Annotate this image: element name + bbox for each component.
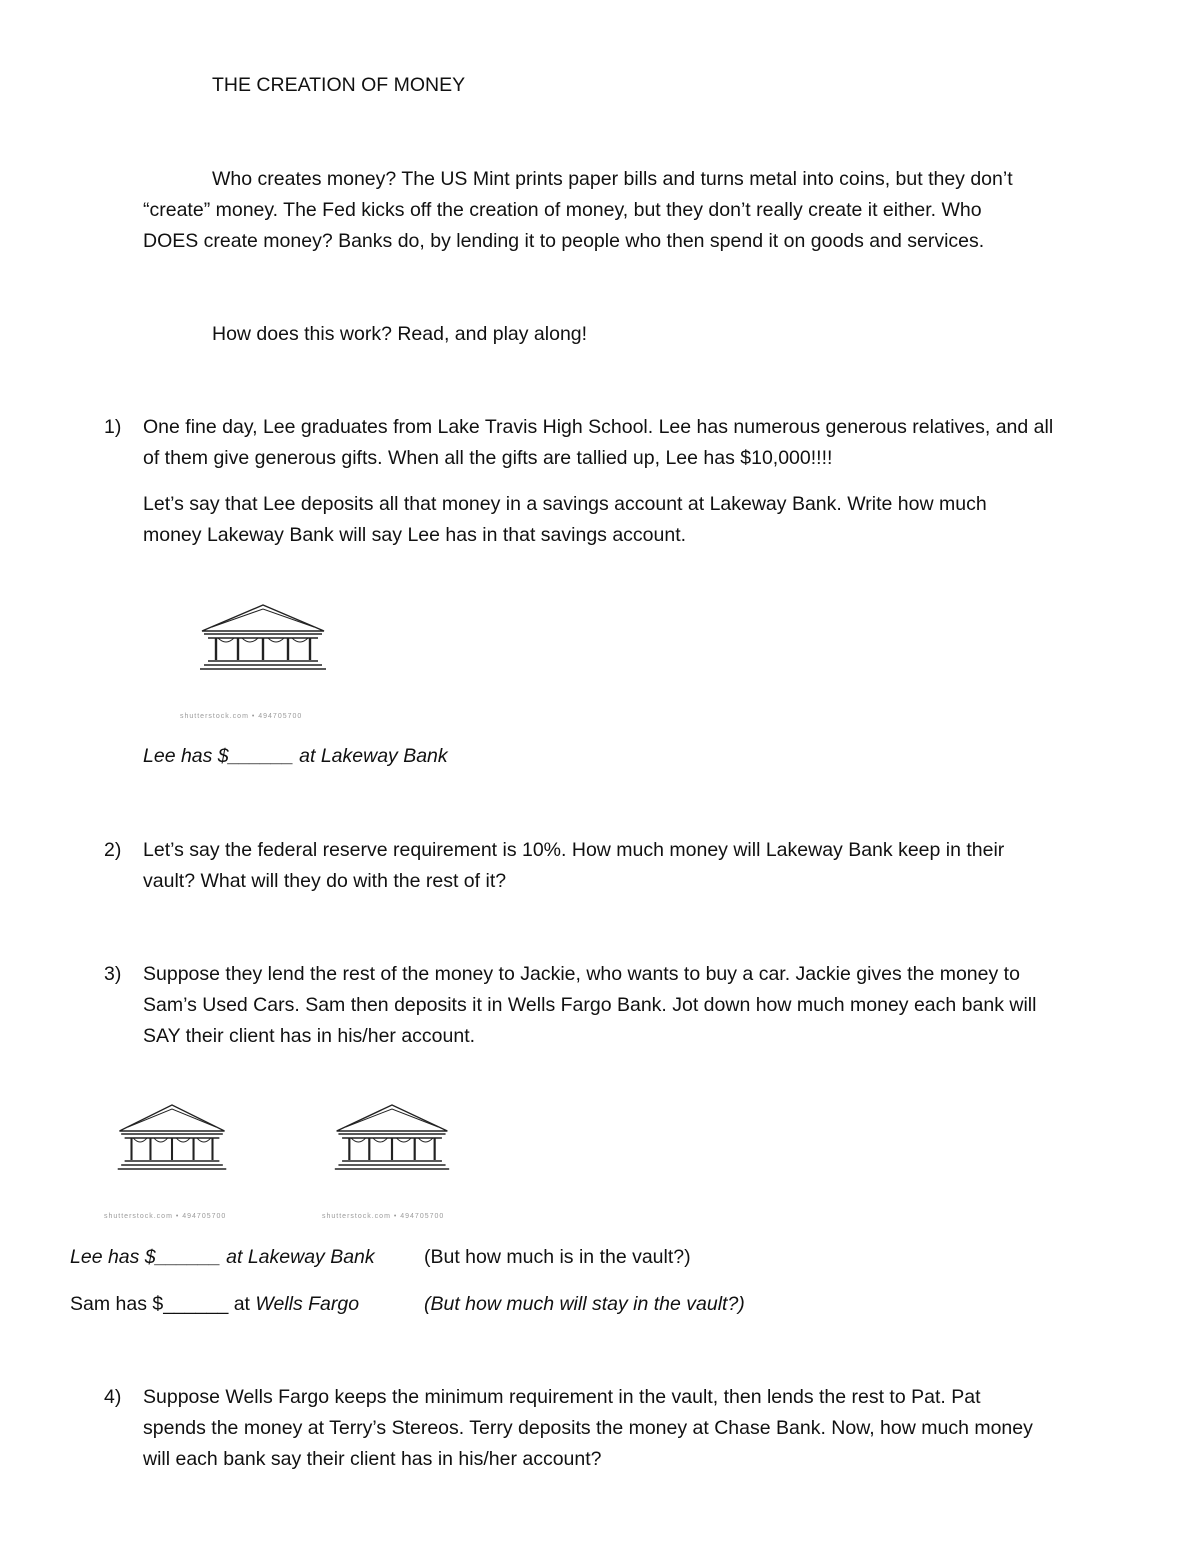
question-line: vault? What will they do with the rest of it? (143, 870, 507, 892)
bank-building-icon (116, 1102, 228, 1174)
image-watermark: shutterstock.com • 494705700 (104, 1213, 227, 1220)
intro-line: “create” money. The Fed kicks off the creation of money, but they don’t really create it either. Who (143, 199, 982, 221)
question-line: Suppose Wells Fargo keeps the minimum requirement in the vault, then lends the rest to Pat. Pat (143, 1386, 981, 1408)
question-line: Sam’s Used Cars. Sam then deposits it in Wells Fargo Bank. Jot down how much money each bank will (143, 994, 1037, 1016)
bank-building-icon (198, 602, 328, 674)
question-number: 3) (104, 963, 122, 985)
question-line: will each bank say their client has in his/her account? (143, 1448, 602, 1470)
question-line: SAY their client has in his/her account. (143, 1025, 476, 1047)
answer-bank: Wells Fargo (255, 1293, 360, 1315)
question-line: of them give generous gifts. When all the gifts are tallied up, Lee has $10,000!!!! (143, 447, 833, 469)
image-watermark: shutterstock.com • 494705700 (322, 1213, 445, 1220)
question-2-text (143, 835, 1004, 897)
how-it-works: How does this work? Read, and play along! (212, 323, 588, 345)
question-1-deposit (143, 489, 987, 551)
question-line: Suppose they lend the rest of the money to Jackie, who wants to buy a car. Jackie gives the money to (143, 963, 1020, 985)
answer-line: Lee has $______ at Lakeway Bank (143, 745, 448, 767)
question-line: Let’s say the federal reserve requirement is 10%. How much money will Lakeway Bank keep in their (143, 839, 1005, 861)
question-line: One fine day, Lee graduates from Lake Travis High School. Lee has numerous generous relatives, and all (143, 416, 1054, 438)
intro-line: Who creates money? The US Mint prints paper bills and turns metal into coins, but they don’t (212, 168, 1013, 190)
question-line: money Lakeway Bank will say Lee has in that savings account. (143, 524, 687, 546)
question-number: 2) (104, 839, 122, 861)
question-number: 1) (104, 416, 122, 438)
question-4-text (143, 1382, 1033, 1475)
image-watermark: shutterstock.com • 494705700 (180, 713, 303, 720)
question-3-text (143, 959, 1036, 1052)
intro-line: DOES create money? Banks do, by lending it to people who then spend it on goods and services. (143, 230, 985, 252)
answer-note: (But how much will stay in the vault?) (424, 1293, 745, 1315)
intro-paragraph (143, 164, 1013, 257)
question-1-text (143, 412, 1053, 474)
question-line: Let’s say that Lee deposits all that money in a savings account at Lakeway Bank. Write how much (143, 493, 987, 515)
answer-line (70, 1289, 359, 1320)
answer-line: Lee has $______ at Lakeway Bank (70, 1246, 375, 1268)
question-line: spends the money at Terry’s Stereos. Terry deposits the money at Chase Bank. Now, how much money (143, 1417, 1033, 1439)
question-number: 4) (104, 1386, 122, 1408)
answer-prefix: Sam has $______ at (70, 1293, 256, 1315)
page-title: THE CREATION OF MONEY (212, 74, 466, 96)
answer-note: (But how much is in the vault?) (424, 1246, 691, 1268)
bank-building-icon (333, 1102, 451, 1174)
